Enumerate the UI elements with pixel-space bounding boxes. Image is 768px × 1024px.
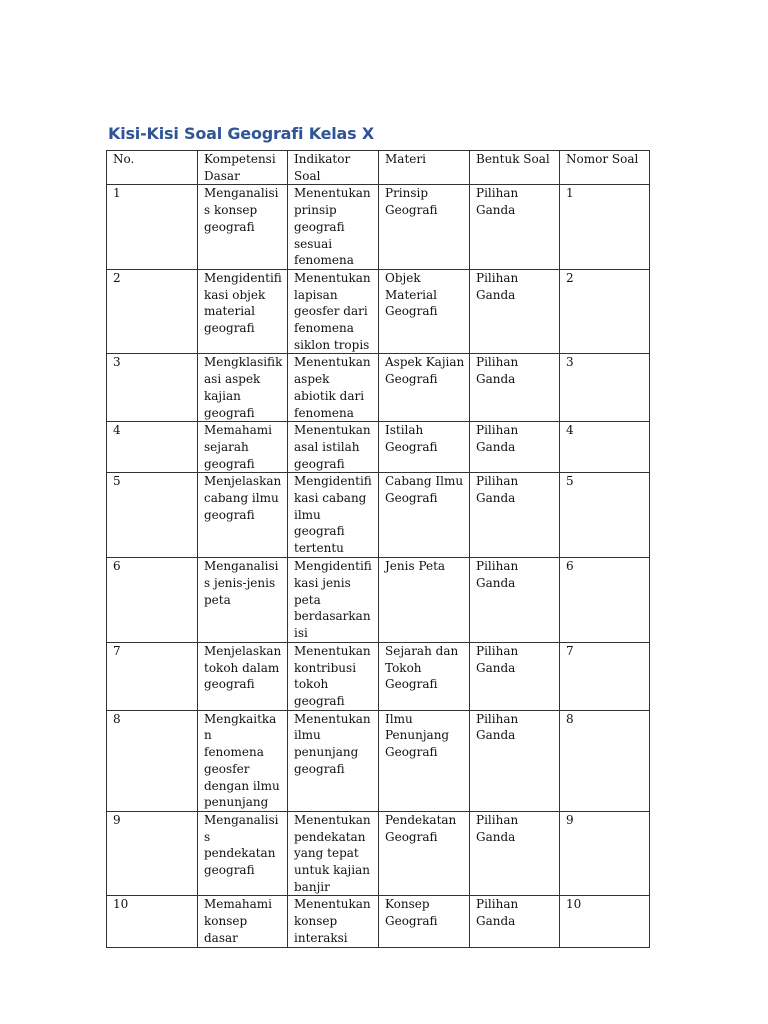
cell-line: Mengidentifi: [294, 559, 372, 574]
cell-bentuk-soal: [470, 896, 560, 947]
cell-no: 6: [107, 558, 198, 643]
table-row: [107, 642, 650, 710]
cell-indikator-soal: [288, 811, 379, 896]
cell-nomor-soal: 6: [560, 558, 650, 643]
cell-line: Material: [385, 287, 437, 302]
cell-no: 1: [107, 185, 198, 270]
cell-line: asi aspek: [204, 372, 261, 387]
cell-materi: [379, 354, 470, 422]
cell-line: geografi: [204, 321, 255, 336]
cell-indikator-soal: [288, 710, 379, 811]
cell-line: tokoh dalam: [204, 660, 280, 675]
page-title: Kisi-Kisi Soal Geografi Kelas X: [108, 124, 374, 143]
cell-line: abiotik dari: [294, 388, 365, 403]
cell-nomor-soal: 5: [560, 473, 650, 558]
cell-nomor-soal: 9: [560, 811, 650, 896]
cell-line: geosfer dari: [294, 304, 368, 319]
cell-line: Ganda: [476, 829, 516, 844]
cell-line: Istilah: [385, 423, 424, 438]
cell-line: Pilihan: [476, 355, 519, 370]
cell-materi: [379, 896, 470, 947]
table-row: [107, 896, 650, 947]
cell-line: Menentukan: [294, 897, 371, 912]
cell-line: kasi cabang: [294, 491, 367, 506]
cell-indikator-soal: [288, 558, 379, 643]
cell-line: kasi objek: [204, 287, 266, 302]
cell-line: Menentukan: [294, 643, 371, 658]
cell-line: Geografi: [385, 372, 438, 387]
cell-line: fenomena: [294, 405, 354, 420]
cell-line: Menentukan: [294, 812, 371, 827]
cell-kompetensi-dasar: [198, 896, 288, 947]
cell-nomor-soal: 2: [560, 269, 650, 354]
cell-line: geografi: [204, 507, 255, 522]
header-no: No.: [107, 151, 198, 185]
cell-kompetensi-dasar: [198, 811, 288, 896]
kisi-kisi-table: [106, 150, 650, 948]
cell-line: s konsep: [204, 203, 258, 218]
cell-line: peta: [204, 592, 231, 607]
cell-line: sesuai: [294, 236, 333, 251]
cell-line: Geografi: [385, 745, 438, 760]
header-bentuk-soal: Bentuk Soal: [470, 151, 560, 185]
cell-line: Mengidentifi: [204, 270, 282, 285]
table-row: [107, 473, 650, 558]
cell-materi: [379, 185, 470, 270]
cell-line: geografi: [294, 761, 345, 776]
cell-line: Pilihan: [476, 270, 519, 285]
header-materi: Materi: [379, 151, 470, 185]
cell-line: kajian: [204, 388, 241, 403]
cell-line: Ganda: [476, 914, 516, 929]
cell-bentuk-soal: [470, 710, 560, 811]
cell-materi: [379, 642, 470, 710]
cell-line: Pilihan: [476, 711, 519, 726]
cell-line: Pilihan: [476, 186, 519, 201]
cell-line: Objek: [385, 270, 421, 285]
cell-nomor-soal: 1: [560, 185, 650, 270]
cell-nomor-soal: 10: [560, 896, 650, 947]
cell-line: Menentukan: [294, 423, 371, 438]
table-row: [107, 269, 650, 354]
cell-bentuk-soal: [470, 269, 560, 354]
table-row: [107, 811, 650, 896]
cell-line: Penunjang: [385, 728, 450, 743]
cell-line: Mengkaitkan: [204, 711, 277, 743]
cell-line: Menentukan: [294, 355, 371, 370]
cell-materi: [379, 811, 470, 896]
table-row: [107, 185, 650, 270]
cell-line: Jenis Peta: [385, 559, 446, 574]
cell-line: interaksi: [294, 930, 348, 945]
cell-no: 7: [107, 642, 198, 710]
cell-line: kasi jenis: [294, 576, 351, 591]
header-nomor-soal: Nomor Soal: [560, 151, 650, 185]
cell-indikator-soal: [288, 896, 379, 947]
cell-line: konsep: [204, 914, 248, 929]
cell-no: 10: [107, 896, 198, 947]
cell-bentuk-soal: [470, 354, 560, 422]
cell-line: Menentukan: [294, 186, 371, 201]
cell-line: Pilihan: [476, 812, 519, 827]
cell-line: Menganalisi: [204, 186, 279, 201]
cell-materi: [379, 422, 470, 473]
cell-line: Sejarah dan: [385, 643, 459, 658]
cell-bentuk-soal: [470, 811, 560, 896]
cell-line: cabang ilmu: [204, 491, 279, 506]
cell-no: 8: [107, 710, 198, 811]
cell-line: Konsep: [385, 897, 430, 912]
cell-line: geografi: [204, 456, 255, 471]
cell-nomor-soal: 4: [560, 422, 650, 473]
cell-materi: [379, 269, 470, 354]
cell-no: 3: [107, 354, 198, 422]
cell-line: Ganda: [476, 372, 516, 387]
cell-line: Pilihan: [476, 474, 519, 489]
cell-kompetensi-dasar: [198, 558, 288, 643]
cell-line: penunjang: [204, 795, 269, 810]
cell-line: siklon tropis: [294, 337, 370, 352]
cell-line: Menjelaskan: [204, 643, 282, 658]
cell-line: Geografi: [385, 203, 438, 218]
cell-line: Ganda: [476, 439, 516, 454]
cell-line: geografi: [204, 863, 255, 878]
cell-line: Menentukan: [294, 270, 371, 285]
cell-nomor-soal: 8: [560, 710, 650, 811]
table-row: [107, 710, 650, 811]
cell-line: Cabang Ilmu: [385, 474, 464, 489]
cell-line: Tokoh: [385, 660, 422, 675]
cell-line: ilmu: [294, 507, 321, 522]
table-row: [107, 558, 650, 643]
cell-line: Prinsip: [385, 186, 429, 201]
cell-line: Geografi: [385, 914, 438, 929]
cell-indikator-soal: [288, 473, 379, 558]
cell-indikator-soal: [288, 185, 379, 270]
cell-materi: [379, 473, 470, 558]
cell-line: Menentukan: [294, 711, 371, 726]
cell-line: Menganalisi: [204, 812, 279, 827]
cell-line: berdasarkan: [294, 609, 371, 624]
cell-line: Geografi: [385, 439, 438, 454]
cell-line: untuk kajian: [294, 863, 370, 878]
cell-indikator-soal: [288, 642, 379, 710]
cell-kompetensi-dasar: [198, 642, 288, 710]
cell-line: s jenis-jenis: [204, 576, 276, 591]
cell-line: Mengklasifik: [204, 355, 283, 370]
cell-line: Geografi: [385, 491, 438, 506]
cell-kompetensi-dasar: [198, 269, 288, 354]
cell-line: Pilihan: [476, 559, 519, 574]
cell-line: lapisan: [294, 287, 338, 302]
cell-line: fenomena: [294, 253, 354, 268]
cell-bentuk-soal: [470, 642, 560, 710]
cell-line: ilmu: [294, 728, 321, 743]
cell-line: peta: [294, 592, 321, 607]
cell-line: isi: [294, 626, 308, 641]
cell-line: geografi: [204, 405, 255, 420]
cell-line: Geografi: [385, 829, 438, 844]
cell-line: Geografi: [385, 677, 438, 692]
cell-line: Pilihan: [476, 423, 519, 438]
cell-line: dengan ilmu: [204, 778, 280, 793]
cell-line: geografi: [294, 456, 345, 471]
cell-line: material: [204, 304, 256, 319]
cell-line: Memahami: [204, 423, 273, 438]
cell-materi: [379, 558, 470, 643]
header-kompetensi-dasar: Kompetensi Dasar: [198, 151, 288, 185]
cell-line: Pendekatan: [385, 812, 457, 827]
table-header-row: [107, 151, 650, 185]
cell-line: Menjelaskan: [204, 474, 282, 489]
table-body: [107, 185, 650, 947]
cell-nomor-soal: 7: [560, 642, 650, 710]
cell-no: 2: [107, 269, 198, 354]
cell-no: 5: [107, 473, 198, 558]
cell-line: fenomena: [204, 745, 264, 760]
cell-line: sejarah: [204, 439, 249, 454]
cell-line: Ganda: [476, 660, 516, 675]
cell-line: geografi: [204, 219, 255, 234]
cell-line: pendekatan: [294, 829, 366, 844]
cell-line: geosfer: [204, 761, 250, 776]
cell-line: Memahami: [204, 897, 273, 912]
cell-bentuk-soal: [470, 558, 560, 643]
cell-no: 9: [107, 811, 198, 896]
cell-line: Aspek Kajian: [385, 355, 465, 370]
cell-bentuk-soal: [470, 473, 560, 558]
cell-line: tertentu: [294, 541, 344, 556]
cell-line: asal istilah: [294, 439, 360, 454]
cell-line: prinsip: [294, 203, 337, 218]
cell-line: Menganalisi: [204, 559, 279, 574]
cell-line: Ganda: [476, 576, 516, 591]
cell-line: Pilihan: [476, 643, 519, 658]
cell-line: geografi: [294, 693, 345, 708]
cell-line: Ganda: [476, 491, 516, 506]
header-indikator-soal: Indikator Soal: [288, 151, 379, 185]
cell-kompetensi-dasar: [198, 422, 288, 473]
cell-line: dasar: [204, 930, 238, 945]
cell-line: banjir: [294, 879, 330, 894]
cell-bentuk-soal: [470, 185, 560, 270]
cell-line: Pilihan: [476, 897, 519, 912]
cell-indikator-soal: [288, 354, 379, 422]
cell-kompetensi-dasar: [198, 354, 288, 422]
cell-no: 4: [107, 422, 198, 473]
cell-line: tokoh: [294, 677, 329, 692]
cell-line: yang tepat: [294, 846, 359, 861]
cell-line: geografi: [294, 219, 345, 234]
cell-line: Ganda: [476, 287, 516, 302]
cell-nomor-soal: 3: [560, 354, 650, 422]
cell-indikator-soal: [288, 269, 379, 354]
cell-line: aspek: [294, 372, 330, 387]
cell-line: Geografi: [385, 304, 438, 319]
cell-bentuk-soal: [470, 422, 560, 473]
cell-line: fenomena: [294, 321, 354, 336]
cell-line: Ilmu: [385, 711, 413, 726]
cell-line: geografi: [294, 524, 345, 539]
cell-line: Ganda: [476, 728, 516, 743]
cell-line: konsep: [294, 914, 338, 929]
cell-kompetensi-dasar: [198, 185, 288, 270]
table-row: [107, 354, 650, 422]
cell-line: kontribusi: [294, 660, 357, 675]
cell-indikator-soal: [288, 422, 379, 473]
cell-line: Mengidentifi: [294, 474, 372, 489]
cell-line: geografi: [204, 677, 255, 692]
cell-materi: [379, 710, 470, 811]
cell-line: penunjang: [294, 745, 359, 760]
table-row: [107, 422, 650, 473]
cell-line: Ganda: [476, 203, 516, 218]
cell-line: pendekatan: [204, 846, 276, 861]
cell-line: s: [204, 829, 211, 844]
cell-kompetensi-dasar: [198, 710, 288, 811]
cell-kompetensi-dasar: [198, 473, 288, 558]
